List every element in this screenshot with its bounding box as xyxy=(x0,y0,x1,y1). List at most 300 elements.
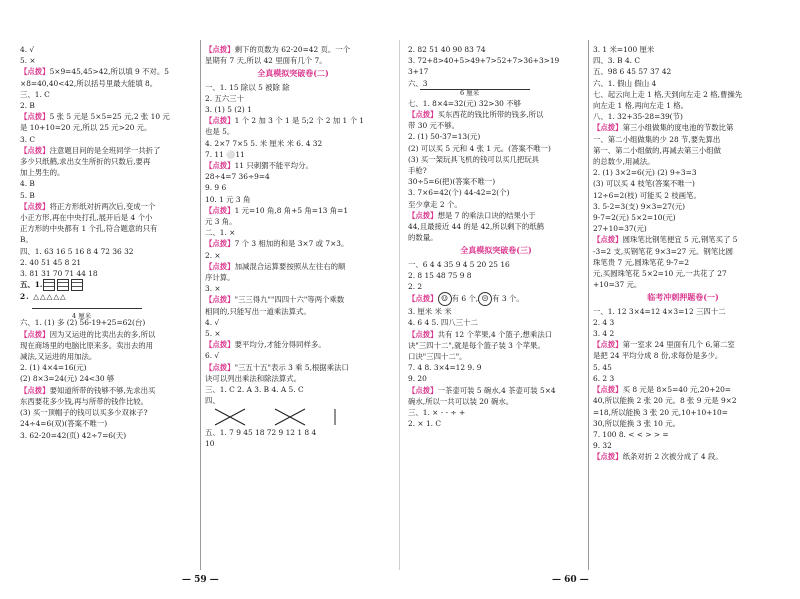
tip-label: 【点拨】 xyxy=(205,205,235,215)
answer-text: 因为又运进的比卖出去的多,所以 xyxy=(49,329,156,339)
answer-text: 3. 81 31 70 71 44 18 xyxy=(20,269,98,279)
answer-text: 6. √ xyxy=(205,351,220,361)
tip-label: 【点拨】 xyxy=(20,329,50,339)
answer-line xyxy=(593,178,773,189)
answer-text: 五、1. 7 9 45 18 72 9 12 1 8 4 xyxy=(205,427,317,437)
answer-text: 1 元=10 角,8 角+5 角=13 角=1 xyxy=(234,205,349,215)
answer-line xyxy=(205,171,381,182)
answer-text: 24÷4=6(双)(答案不唯一) xyxy=(20,419,108,429)
answer-text: 5. × xyxy=(20,56,36,66)
column-3 xyxy=(408,44,584,564)
answer-text: 元 3 角。 xyxy=(205,217,237,227)
answer-line xyxy=(20,396,196,407)
answer-line xyxy=(20,44,196,55)
answer-text: 第三小组做集的度电池的节数比第 xyxy=(622,123,734,133)
answer-line xyxy=(593,339,773,350)
column-divider xyxy=(588,40,589,570)
answer-text: 四、 xyxy=(205,396,220,406)
answer-line xyxy=(593,156,773,167)
answer-line xyxy=(408,176,584,187)
tip-label: 【点拨】 xyxy=(408,110,438,120)
answer-text: 一、6 4 4 35 9 4 5 20 25 16 xyxy=(408,259,510,269)
answer-text: (3) 买一顶帽子的钱可以买多少双袜子? xyxy=(20,408,148,418)
answer-line xyxy=(408,362,584,373)
ruler-line xyxy=(420,89,530,98)
answer-text: 4. √ xyxy=(20,45,35,54)
answer-text: 5. B xyxy=(20,190,35,200)
answer-line xyxy=(20,351,196,362)
answer-line xyxy=(593,44,773,55)
answer-line xyxy=(205,339,381,350)
answer-line xyxy=(408,351,584,362)
answer-line xyxy=(20,190,196,201)
answer-line xyxy=(408,55,584,66)
answer-line xyxy=(593,350,773,361)
answer-line xyxy=(20,201,196,212)
answer-line xyxy=(593,167,773,178)
answer-text: 一、1. 15 除以 5 被除 除 xyxy=(205,82,290,92)
answer-line xyxy=(205,216,381,227)
answer-text: 1 个 2 加 3 个 1 是 5;2 个 2 加 1 个 1 xyxy=(234,116,365,126)
answer-line xyxy=(593,373,773,384)
answer-line xyxy=(408,292,584,306)
answer-text: 4. 2×7 7×5 5. 米 厘米 米 6. 4 32 xyxy=(205,138,323,148)
answer-text: 10. 1 元 3 角 xyxy=(205,194,251,204)
answer-text: 多少只纸鹤,求出女生所折的只数后,要再 xyxy=(20,157,151,167)
triangle-icons: △△△△△ xyxy=(33,292,67,302)
answer-line xyxy=(20,167,196,178)
answer-line xyxy=(20,385,196,396)
answer-line xyxy=(408,66,584,77)
answer-line xyxy=(593,234,773,245)
answer-line xyxy=(593,78,773,89)
answer-line xyxy=(408,259,584,270)
ruler-label: 4 厘米 xyxy=(72,312,92,321)
answer-line xyxy=(20,268,196,279)
answer-text: 2. 40 51 45 8 21 xyxy=(20,257,82,267)
tip-label: 【点拨】 xyxy=(205,340,235,350)
answer-text: 2. × xyxy=(205,250,221,260)
answer-line xyxy=(593,190,773,201)
answer-text: 要知道所带的钱够不够,先求出买 xyxy=(49,385,156,395)
answer-line xyxy=(408,143,584,154)
answer-line xyxy=(205,104,381,115)
answer-text: 5×9=45,45>42,所以填 9 不对。5 xyxy=(49,67,169,77)
matching-lines-diagram xyxy=(205,407,345,427)
answer-line xyxy=(408,78,584,89)
answer-line xyxy=(205,250,381,261)
answer-text: 一茶壶可装 5 碗水,4 茶壶可装 5×4 xyxy=(437,385,556,395)
page-number-left: — 59 — xyxy=(182,575,219,585)
answer-line xyxy=(593,55,773,66)
answer-text: 减法,又运进的用加法。 xyxy=(20,352,97,362)
answer-text: 是把 24 平均分成 8 份,求每份是多少。 xyxy=(593,351,723,361)
answer-text: 剩下的页数为 62-20=42 页。一个 xyxy=(234,45,351,54)
answer-text: 三、1. C 2. A 3. B 4. A 5. C xyxy=(205,385,304,395)
answer-line xyxy=(408,306,584,317)
answer-line xyxy=(205,227,381,238)
answer-text: 4. √ xyxy=(205,317,220,327)
answer-text: 9. 20 xyxy=(408,374,427,384)
answer-line xyxy=(20,362,196,373)
answer-line xyxy=(20,317,196,328)
answer-text: 3. 1 米=100 厘米 xyxy=(593,45,655,54)
answer-text: 5. × xyxy=(205,329,221,339)
column-1 xyxy=(20,44,196,564)
answer-text: 5. 45 xyxy=(593,362,612,372)
tip-label: 【点拨】 xyxy=(20,385,50,395)
answer-line xyxy=(205,82,381,93)
answer-text: 六、1. (1) 多 (2) 56-19+25=62(台) xyxy=(20,318,146,328)
answer-text: 3. 7×6=42(个) 44-42=2(个) xyxy=(408,188,510,198)
answer-text: 星期有 7 天,所以 42 里面有几个 7。 xyxy=(205,56,327,66)
answer-text: 7. 11 ⚪11 xyxy=(205,149,245,159)
section-heading: 临考冲刺押题卷(一) xyxy=(647,292,719,303)
answer-line xyxy=(20,329,196,340)
answer-line xyxy=(593,66,773,77)
answer-line xyxy=(408,120,584,131)
answer-line xyxy=(205,350,381,361)
answer-text: 2. xyxy=(20,292,34,302)
answer-line xyxy=(593,395,773,406)
answer-text: 要平均分,才能分得同样多。 xyxy=(234,340,326,350)
answer-text: 3. 72+8>40+5>49+7>52+7>36+3>19 xyxy=(408,56,560,66)
answer-text: 六、1. 假山 假山 4 xyxy=(593,78,657,88)
answer-text: 是 10+10=20 元,所以 25 元>20 元。 xyxy=(20,123,152,133)
answer-text: 9. 9 6 xyxy=(205,183,227,193)
answer-text: 4. B xyxy=(20,179,35,189)
answer-line xyxy=(205,373,381,384)
answer-line xyxy=(205,395,381,406)
answer-text: 圆珠笔比钢笔便宜 5 元,钢笔买了 5 xyxy=(622,235,738,245)
answer-line xyxy=(593,451,773,462)
ruler-line xyxy=(32,308,142,321)
answer-text: 3. C xyxy=(20,134,36,144)
grid-square-icon xyxy=(43,279,55,291)
answer-line xyxy=(205,328,381,339)
answer-text: 3. 5-2=3(支) 9×3=27(元) xyxy=(593,201,686,211)
answer-text: 一、1. 12 3×4=12 4×3=12 三四十二 xyxy=(593,306,726,316)
answer-text: 27+10=37(元) xyxy=(593,224,647,234)
answer-text: 七、1. 8×4=32(元) 32>30 不够 xyxy=(408,98,522,108)
answer-text: 诀可以列出乘法和除法算式。 xyxy=(205,373,302,383)
answer-line xyxy=(408,317,584,328)
tip-label: 【点拨】 xyxy=(20,145,50,155)
answer-line xyxy=(593,111,773,122)
answer-text: (3) 可以买 4 枝笔(答案不唯一) xyxy=(593,179,695,189)
answer-text: 10 xyxy=(205,438,215,448)
answer-line xyxy=(205,182,381,193)
answer-line xyxy=(408,187,584,198)
answer-text: 将正方形纸对折两次后,变成一个 xyxy=(49,201,156,211)
answer-text: 诀"三四十二",就是每个篮子装 3 个苹果。 xyxy=(408,340,545,350)
tip-label: 【点拨】 xyxy=(593,385,623,395)
answer-line xyxy=(205,294,381,305)
tip-label: 【点拨】 xyxy=(205,261,235,271)
answer-text: (2) 可以买 5 元和 4 张 1 元。(答案不唯一) xyxy=(408,143,551,153)
answer-line xyxy=(20,430,196,441)
answer-text: 买东西花的钱比所带的钱多,所以 xyxy=(437,110,544,120)
answer-text: 七、起云向上走 1 格,天到向左走 2 格,曹操先 xyxy=(593,89,743,99)
tip-label: 【点拨】 xyxy=(205,239,235,249)
answer-text: 5 张 5 元是 5×5=25 元,2 张 10 元 xyxy=(49,112,170,122)
answer-line xyxy=(408,407,584,418)
answer-text: 9. 32 xyxy=(593,441,612,451)
answer-text: 元,买圆珠笔花 5×2=10 元,一共花了 27 xyxy=(593,269,727,279)
answer-text: 手枪? xyxy=(408,166,427,176)
answer-text: 珠笔贵 7 元,圆珠笔花 9-7=2 xyxy=(593,257,690,267)
answer-text: 2. 4 3 xyxy=(593,317,615,327)
answer-text: 正方形的中央都有 1 个孔,符合题意的只有 xyxy=(20,224,158,234)
answer-line xyxy=(593,384,773,395)
answer-text: ×8=40,40<42,所以括号里最大能填 8。 xyxy=(20,78,158,88)
column-2 xyxy=(205,44,381,564)
answer-line xyxy=(20,246,196,257)
answer-text: 3. 厘米 米 米 xyxy=(408,307,452,317)
column-divider xyxy=(200,40,201,570)
answer-line xyxy=(20,178,196,189)
answer-line xyxy=(205,306,381,317)
answer-text: +10=37 元。 xyxy=(593,280,642,290)
answer-line xyxy=(20,373,196,384)
answer-text: -3=2 支,买钢笔花 9×3=27 元。钢笔比圆 xyxy=(593,246,733,256)
answer-line xyxy=(408,396,584,407)
section-heading: 全真模拟突破卷(三) xyxy=(460,245,532,256)
tip-label: 【点拨】 xyxy=(408,385,438,395)
answer-line xyxy=(408,418,584,429)
answer-line xyxy=(20,223,196,234)
answer-line xyxy=(593,317,773,328)
answer-text: 碗水,所以一共可以装 20 碗水。 xyxy=(408,396,514,406)
answer-line xyxy=(20,156,196,167)
answer-line xyxy=(205,427,381,438)
answer-text: 7. 4 8. 3×4=12 9. 9 xyxy=(408,363,482,373)
answer-line xyxy=(20,407,196,418)
answer-text: 2. (1) 3×2=6(元) (2) 9÷3=3 xyxy=(593,168,697,178)
answer-text: 28÷4=7 36÷9=4 xyxy=(205,172,270,182)
answer-line xyxy=(205,205,381,216)
answer-line xyxy=(20,100,196,111)
answer-text: 小正方形,再在中央打孔,展开后是 4 个小 xyxy=(20,213,153,223)
answer-text: (2) 8×3=24(元) 24<30 够 xyxy=(20,374,115,384)
answer-text: 一、第二小组做集的少 28 节,要先算出 xyxy=(593,134,721,144)
answer-line xyxy=(205,149,381,160)
answer-line xyxy=(593,407,773,418)
answer-line xyxy=(593,362,773,373)
answer-line xyxy=(408,281,584,292)
answer-line xyxy=(593,212,773,223)
answer-text: 也是 5。 xyxy=(205,127,235,137)
answer-text: 有 3 个。 xyxy=(492,294,524,304)
answer-line xyxy=(408,373,584,384)
grid-square-icon xyxy=(71,279,83,291)
answer-text: B。 xyxy=(20,235,33,245)
answer-text: 3+17 xyxy=(408,67,429,77)
answer-line xyxy=(593,328,773,339)
answer-text: 序计算。 xyxy=(205,273,235,283)
tip-label: 【点拨】 xyxy=(20,112,50,122)
answer-line xyxy=(20,122,196,133)
answer-text: 3. 62-20=42(页) 42÷7=6(天) xyxy=(20,430,127,440)
answer-line xyxy=(205,362,381,373)
answer-text: 五、98 6 45 57 37 42 xyxy=(593,67,672,77)
answer-text: 44,且最接近 44 的是 42,所以剩下的纸鹤 xyxy=(408,222,545,232)
answer-line xyxy=(205,238,381,249)
answer-line xyxy=(593,306,773,317)
section-heading: 全真模拟突破卷(二) xyxy=(257,68,329,79)
answer-line xyxy=(205,126,381,137)
answer-line xyxy=(205,261,381,272)
tip-label: 【点拨】 xyxy=(20,201,50,211)
answer-line xyxy=(205,115,381,126)
tip-label: 【点拨】 xyxy=(205,362,235,372)
answer-line xyxy=(593,418,773,429)
answer-line xyxy=(20,78,196,89)
answer-text: 向左走 1 格,再向左走 1 格。 xyxy=(593,101,689,111)
answer-line xyxy=(20,111,196,122)
tip-label: 【点拨】 xyxy=(408,294,438,304)
answer-text: 现在商场里的电脑比原来多。卖出去的用 xyxy=(20,340,154,350)
answer-line xyxy=(593,440,773,451)
answer-text: 2. B xyxy=(20,101,35,111)
answer-line xyxy=(593,100,773,111)
answer-line xyxy=(408,340,584,351)
answer-text: 7. 100 8. < < > > = xyxy=(593,429,669,439)
shapes-row xyxy=(20,279,196,291)
answer-text: 东西要花多少钱,再与所带的钱作比较。 xyxy=(20,396,148,406)
answer-line xyxy=(20,257,196,268)
answer-text: 注意题目问的是全班同学一共折了 xyxy=(49,145,161,155)
answer-line xyxy=(593,122,773,133)
answer-text: 11 只刺猬不能平均分。 xyxy=(234,161,313,171)
answer-text: 加上男生的。 xyxy=(20,168,65,178)
answer-line xyxy=(408,270,584,281)
answer-text: 2. 五六三十 xyxy=(205,93,244,103)
tip-label: 【点拨】 xyxy=(593,123,623,133)
answer-text: 三、1. C xyxy=(20,89,50,99)
answer-text: 六、3 xyxy=(408,78,428,88)
triangles-row xyxy=(20,291,196,302)
answer-text: 40,所以能换 2 张 20 元。8 张 9 元是 9×2 xyxy=(593,396,737,406)
answer-line xyxy=(408,199,584,210)
sad-face-icon: ☹ xyxy=(478,292,492,306)
answer-text: 想是 7 的乘法口诀的结果小于 xyxy=(437,210,536,220)
page-gutter xyxy=(399,40,400,570)
answer-text: 2. (1) 50-37=13(元) xyxy=(408,132,481,142)
answer-text: 7 个 3 相加的和是 3×7 或 7×3。 xyxy=(234,239,349,249)
answer-text: 4. 6 4 5. 四八三十二 xyxy=(408,318,478,328)
answer-text: 相同的,只能写出一道乘法算式。 xyxy=(205,306,311,316)
answer-line xyxy=(408,165,584,176)
answer-line xyxy=(20,418,196,429)
answer-text: 的总数少,用减法。 xyxy=(593,157,655,167)
answer-text: "三三得九""四四十六"等两个乘数 xyxy=(234,295,345,305)
answer-text: 共有 12 个苹果,4 个篮子,想乘法口 xyxy=(437,329,553,339)
answer-line xyxy=(408,210,584,221)
answer-line xyxy=(205,138,381,149)
answer-line xyxy=(408,154,584,165)
answer-line xyxy=(593,246,773,257)
answer-line xyxy=(205,283,381,294)
column-4 xyxy=(593,44,773,564)
answer-text: 2. 2 xyxy=(408,282,423,292)
answer-text: 二、1. × xyxy=(205,228,236,238)
answer-line xyxy=(593,201,773,212)
grid-square-icon xyxy=(57,279,69,291)
answer-text: 有 6 个, xyxy=(451,294,479,304)
answer-line xyxy=(205,55,381,66)
answer-line xyxy=(205,272,381,283)
answer-line xyxy=(593,134,773,145)
answer-text: 带 30 元不够。 xyxy=(408,121,460,131)
answer-line xyxy=(408,329,584,340)
tip-label: 【点拨】 xyxy=(20,67,50,77)
tip-label: 【点拨】 xyxy=(205,295,235,305)
answer-line xyxy=(20,212,196,223)
answer-line xyxy=(408,44,584,55)
answer-line xyxy=(593,223,773,234)
tip-label: 【点拨】 xyxy=(205,116,235,126)
answer-text: 的数量。 xyxy=(408,233,438,243)
tip-label: 【点拨】 xyxy=(593,340,623,350)
answer-line xyxy=(408,385,584,396)
tip-label: 【点拨】 xyxy=(408,329,438,339)
answer-text: 四、3. B 4. C xyxy=(593,56,641,66)
answer-text: 3. × xyxy=(205,284,221,294)
answer-text: 第一、第二小组做的,再减去第三小组做 xyxy=(593,145,721,155)
answer-text: 3. (1) 5 (2) 1 xyxy=(205,105,252,115)
answer-line xyxy=(205,438,381,449)
tip-label: 【点拨】 xyxy=(593,235,623,245)
answer-text: 2. 82 51 40 90 83 74 xyxy=(408,45,486,54)
answer-text: 第一室求 24 里面有几个 6,第二室 xyxy=(622,340,735,350)
answer-line xyxy=(408,131,584,142)
answer-line xyxy=(593,279,773,290)
answer-line xyxy=(593,268,773,279)
answer-line xyxy=(205,317,381,328)
answer-line xyxy=(20,234,196,245)
answer-line xyxy=(20,134,196,145)
answer-text: "三五十五"表示 3 乘 5,根据乘法口 xyxy=(234,362,349,372)
answer-line xyxy=(408,232,584,243)
answer-text: 五、1. xyxy=(20,280,43,290)
tip-label: 【点拨】 xyxy=(205,161,235,171)
answer-text: 口诀"三四十二"。 xyxy=(408,352,467,362)
answer-text: 2. 8 15 48 75 9 8 xyxy=(408,270,472,280)
answer-line xyxy=(20,66,196,77)
answer-text: (3) 买一架玩具飞机的钱可以买几把玩具 xyxy=(408,154,540,164)
answer-text: 至少拿走 2 个。 xyxy=(408,199,462,209)
page-number-right: — 60 — xyxy=(552,575,589,585)
answer-line xyxy=(408,98,584,109)
answer-line xyxy=(20,340,196,351)
tip-label: 【点拨】 xyxy=(408,210,438,220)
answer-text: 2. (1) 4×4=16(元) xyxy=(20,363,87,373)
answer-line xyxy=(205,93,381,104)
answer-text: 买 8 元是 8×5=40 元,20+20= xyxy=(622,385,731,395)
tip-label: 【点拨】 xyxy=(205,45,235,54)
answer-line xyxy=(205,194,381,205)
answer-line xyxy=(20,55,196,66)
answer-line xyxy=(593,89,773,100)
answer-line xyxy=(205,44,381,55)
answer-text: 30,所以能换 3 张 10 元。 xyxy=(593,418,680,428)
answer-text: 3. 4 2 xyxy=(593,329,615,339)
answer-text: 加减混合运算要按照从左往右的顺 xyxy=(234,261,346,271)
answer-text: 30÷5=6(把)(答案不唯一) xyxy=(408,177,496,187)
ruler-label: 6 厘米 xyxy=(460,88,480,97)
answer-text: 三、1. × - - ÷ + xyxy=(408,408,466,418)
